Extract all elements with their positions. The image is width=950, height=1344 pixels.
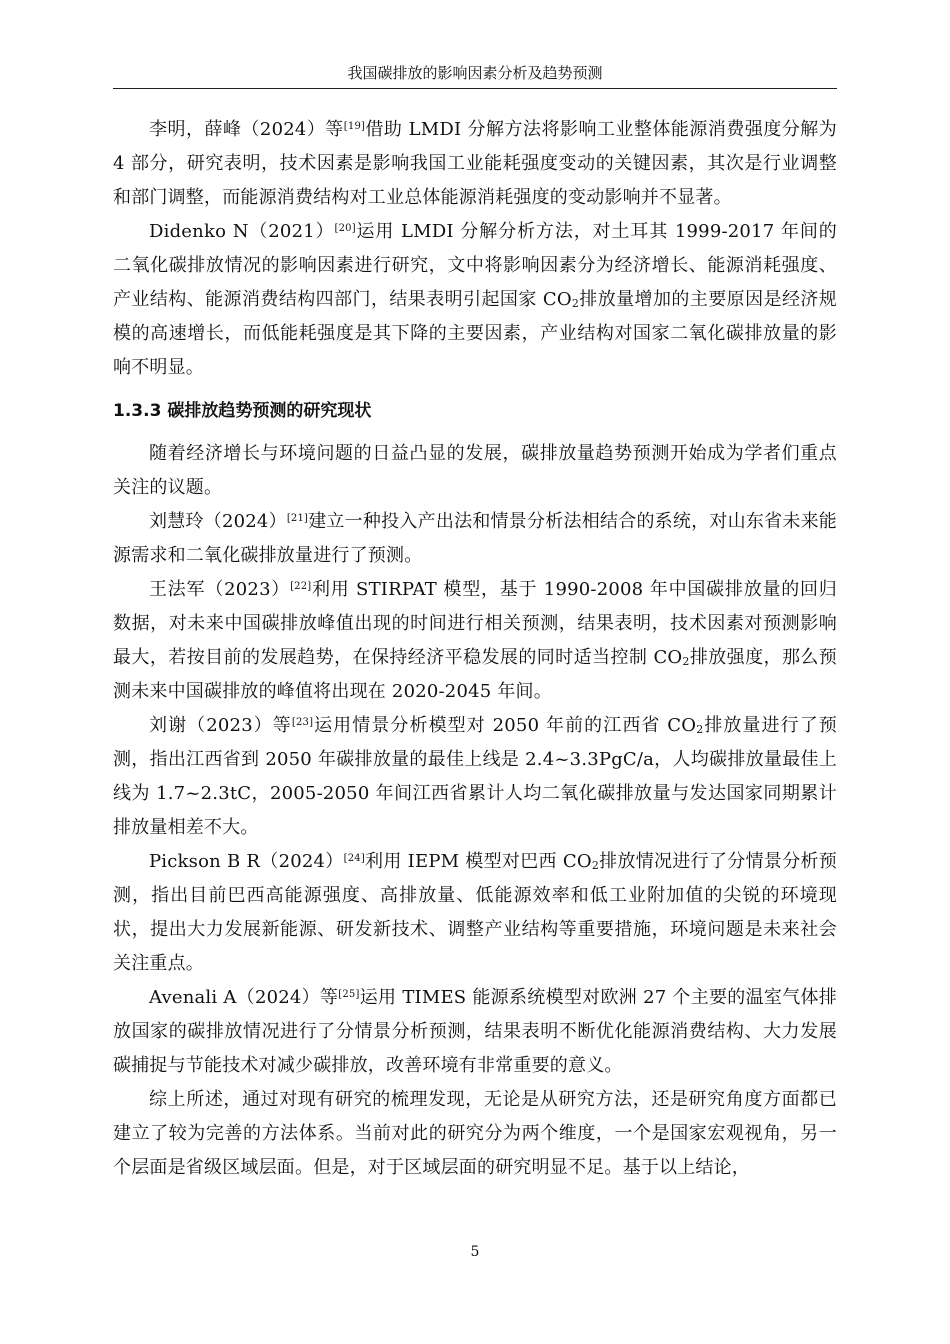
paragraph-text: 利用 STIRPAT 模型，基于 1990-2008 年中国碳排放量的回归数据，对未来中国碳排放峰值出现的时间进行相关预测，结果表明，技术因素对预测影响最大，若按目前的发展趋势，在保持经济平稳发展的同时适当控制 CO bbox=[113, 579, 837, 668]
paragraph-group-top bbox=[113, 113, 837, 385]
paragraph bbox=[113, 215, 837, 385]
paragraph-text: 建立一种投入产出法和情景分析法相结合的系统，对山东省未来能源需求和二氧化碳排放量进行了预测。 bbox=[113, 511, 838, 566]
paragraph-text: 综上所述，通过对现有研究的梳理发现，无论是从研究方法，还是研究角度方面都已建立了较为完善的方法体系。当前对此的研究分为两个维度，一个是国家宏观视角，另一个层面是省级区域层面。但是，对于区域层面的研究明显不足。基于以上结论， bbox=[113, 1089, 837, 1178]
paragraph-text: 运用情景分析模型对 2050 年前的江西省 CO bbox=[313, 715, 697, 736]
paragraph-text: 李明，薛峰（2024）等 bbox=[149, 119, 344, 140]
citation-ref: [21] bbox=[286, 513, 309, 524]
paragraph bbox=[113, 845, 837, 981]
paragraph bbox=[113, 573, 837, 709]
paragraph-text: 利用 IEPM 模型对巴西 CO bbox=[364, 851, 592, 872]
body-text bbox=[113, 113, 837, 1185]
paragraph bbox=[113, 709, 837, 845]
subscript: 2 bbox=[682, 655, 690, 668]
paragraph bbox=[113, 113, 837, 215]
citation-ref: [24] bbox=[343, 853, 365, 864]
subscript: 2 bbox=[696, 723, 704, 736]
paragraph bbox=[113, 1083, 837, 1185]
paragraph-text: 排放量增加的主要原因是经济规模的高速增长，而低能耗强度是其下降的主要因素，产业结构对国家二氧化碳排放量的影响不明显。 bbox=[113, 289, 837, 378]
paragraph-text: 运用 TIMES 能源系统模型对欧洲 27 个主要的温室气体排放国家的碳排放情况进行了分情景分析预测，结果表明不断优化能源消费结构、大力发展碳捕捉与节能技术对减少碳排放，改善环境有非常重要的意义。 bbox=[113, 987, 837, 1076]
paragraph-text: Avenali A（2024）等 bbox=[149, 987, 339, 1008]
subscript: 2 bbox=[591, 859, 600, 872]
paragraph-text: 排放强度，那么预测未来中国碳排放的峰值将出现在 2020-2045 年间。 bbox=[113, 647, 837, 702]
page-number: 5 bbox=[470, 1244, 480, 1260]
paragraph-text: 刘慧玲（2024） bbox=[149, 511, 287, 532]
citation-ref: [23] bbox=[291, 717, 314, 728]
paragraph-text: 随着经济增长与环境问题的日益凸显的发展，碳排放量趋势预测开始成为学者们重点关注的议题。 bbox=[113, 443, 837, 498]
paragraph-text: Pickson B R（2024） bbox=[149, 851, 344, 872]
citation-ref: [20] bbox=[334, 223, 356, 234]
paragraph-text: 借助 LMDI 分解方法将影响工业整体能源消费强度分解为 4 部分，研究表明，技术因素是影响我国工业能耗强度变动的关键因素，其次是行业调整和部门调整，而能源消费结构对工业总体能源消耗强度的变动影响并不显著。 bbox=[113, 119, 837, 208]
section-heading: 1.3.3 碳排放趋势预测的研究现状 bbox=[113, 401, 372, 421]
paragraph bbox=[113, 505, 837, 573]
subscript: 2 bbox=[571, 297, 580, 310]
citation-ref: [22] bbox=[290, 581, 312, 592]
paragraph bbox=[113, 981, 837, 1083]
running-title: 我国碳排放的影响因素分析及趋势预测 bbox=[347, 64, 603, 82]
citation-ref: [25] bbox=[338, 989, 360, 1000]
citation-ref: [19] bbox=[343, 121, 366, 132]
header-rule bbox=[113, 88, 837, 89]
paragraph-text: 排放量进行了预测，指出江西省到 2050 年碳排放量的最佳上线是 2.4~3.3PgC/a，人均碳排放量最佳上线为 1.7~2.3tC，2005-2050 年间江西省累计人均二氧化碳排放量与发达国家同期累计排放量相差不大。 bbox=[113, 715, 837, 838]
paragraph-text: 刘谢（2023）等 bbox=[149, 715, 292, 736]
paragraph-text: Didenko N（2021） bbox=[149, 221, 335, 242]
paragraph-text: 运用 LMDI 分解分析方法，对土耳其 1999-2017 年间的二氧化碳排放情况的影响因素进行研究，文中将影响因素分为经济增长、能源消耗强度、产业结构、能源消费结构四部门，结果表明引起国家 CO bbox=[113, 221, 837, 310]
paragraph bbox=[113, 437, 837, 505]
paragraph-text: 王法军（2023） bbox=[149, 579, 291, 600]
paragraph-text: 排放情况进行了分情景分析预测，指出目前巴西高能源强度、高排放量、低能源效率和低工业附加值的尖锐的环境现状，提出大力发展新能源、研发新技术、调整产业结构等重要措施，环境问题是未来社会关注重点。 bbox=[113, 851, 838, 974]
paragraph-group-bottom bbox=[113, 437, 837, 1185]
